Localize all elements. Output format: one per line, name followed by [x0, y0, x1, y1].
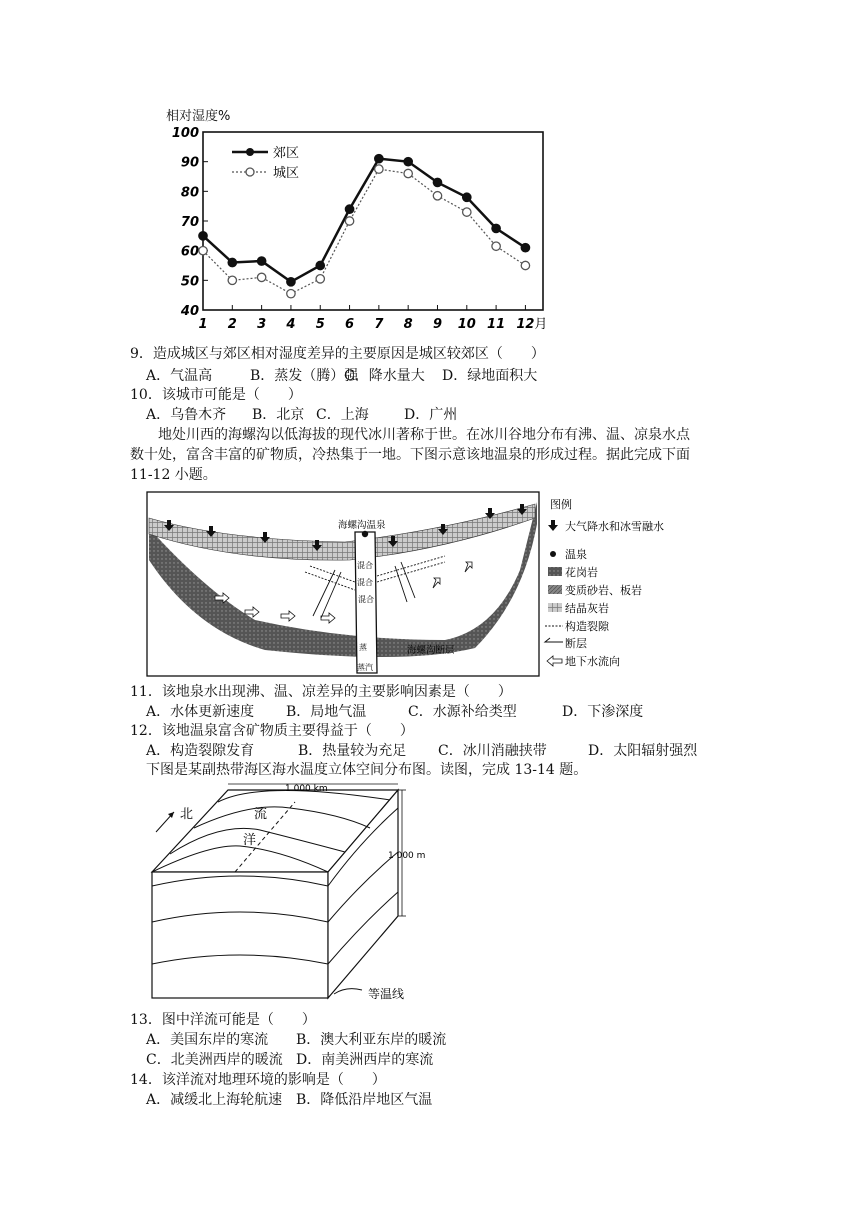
y-tick-label: 100 — [171, 126, 199, 141]
diagram-legend — [545, 497, 664, 668]
data-point-1-11 — [492, 224, 500, 232]
svg-text:构造裂隙: 构造裂隙 — [565, 620, 609, 633]
q13-option-a[interactable]: A．美国东岸的寒流 — [146, 1032, 269, 1048]
ocean-temperature-diagram — [140, 782, 440, 1007]
q9-stem: 9．造成城区与郊区相对湿度差异的主要原因是城区较郊区（ ） — [130, 346, 545, 362]
isotherm-label: 等温线 — [368, 987, 405, 1001]
data-point-1-4 — [287, 278, 295, 286]
fault-label: 海螺沟断层 — [407, 645, 455, 656]
q14-option-a[interactable]: A．减缓北上海轮航速 — [146, 1092, 283, 1108]
x-tick-label: 2 — [227, 317, 237, 332]
hot-spring-icon — [550, 551, 556, 557]
data-point-1-5 — [316, 261, 324, 269]
data-point-1-12 — [521, 244, 529, 252]
x-tick-label: 1 — [198, 317, 208, 332]
q12-option-c[interactable]: C．冰川消融挟带 — [438, 743, 547, 759]
legend-urban: 城区 — [273, 166, 300, 181]
passage1-line1: 地处川西的海螺沟以低海拔的现代冰川著称于世。在冰川谷地分布有沸、温、凉泉水点 — [158, 427, 690, 443]
q10-option-a[interactable]: A．乌鲁木齐 — [146, 407, 227, 423]
x-unit-label: 月 — [534, 317, 548, 332]
isotherm-pointer — [334, 989, 362, 994]
q9-option-c[interactable]: C．降水量大 — [344, 368, 425, 384]
steam-label-1: 蒸 — [359, 643, 367, 652]
data-point-1-9 — [433, 178, 441, 186]
humidity-chart — [160, 100, 580, 340]
legend-suburb: 郊区 — [273, 146, 300, 161]
passage2: 下图是某副热带海区海水温度立体空间分布图。读图，完成 13-14 题。 — [146, 762, 588, 778]
front-face — [152, 872, 328, 998]
x-tick-label: 11 — [487, 317, 506, 332]
data-point-2-9 — [433, 192, 441, 200]
data-point-2-3 — [257, 273, 265, 281]
q12-stem: 12．该地温泉富含矿物质主要得益于（ ） — [130, 723, 414, 739]
current-char-2: 洋 — [243, 833, 257, 848]
data-point-2-8 — [404, 169, 412, 177]
data-point-1-2 — [228, 258, 236, 266]
q12-options — [146, 742, 697, 760]
spring-icon — [362, 531, 368, 537]
data-point-1-10 — [463, 193, 471, 201]
svg-text:花岗岩: 花岗岩 — [565, 566, 598, 579]
data-point-1-3 — [257, 257, 265, 265]
y-tick-label: 40 — [180, 304, 199, 319]
svg-text:地下水流向: 地下水流向 — [565, 655, 620, 668]
data-point-2-10 — [463, 208, 471, 216]
q12-option-a[interactable]: A．构造裂隙发育 — [146, 743, 255, 759]
x-tick-label: 9 — [432, 317, 443, 332]
q9-option-d[interactable]: D．绿地面积大 — [442, 368, 538, 384]
q10-option-d[interactable]: D．广州 — [404, 407, 458, 423]
chart-ylabel: 相对湿度% — [166, 109, 231, 124]
q11-stem: 11．该地泉水出现沸、温、凉差异的主要影响因素是（ ） — [130, 684, 512, 700]
q10-option-b[interactable]: B．北京 — [252, 407, 305, 423]
data-point-2-7 — [375, 165, 383, 173]
q11-option-d[interactable]: D．下渗深度 — [562, 704, 644, 720]
x-tick-label: 8 — [403, 317, 413, 332]
q14-options — [146, 1091, 432, 1109]
data-point-2-5 — [316, 275, 324, 283]
current-char-1: 流 — [254, 807, 268, 822]
width-label: 1 000 km — [285, 784, 328, 794]
y-tick-label: 60 — [180, 244, 199, 260]
q11-option-c[interactable]: C．水源补给类型 — [408, 704, 517, 720]
data-point-1-7 — [375, 155, 383, 163]
svg-text:温泉: 温泉 — [565, 548, 587, 561]
depth-label: 1 000 m — [388, 851, 426, 861]
x-tick-label: 6 — [345, 317, 355, 332]
q12-option-d[interactable]: D．太阳辐射强烈 — [588, 743, 698, 759]
data-point-2-4 — [287, 289, 295, 297]
precipitation-icon — [548, 520, 558, 531]
q10-stem: 10．该城市可能是（ ） — [130, 387, 302, 403]
x-tick-label: 3 — [257, 317, 267, 332]
data-point-2-6 — [345, 217, 353, 225]
q10-options — [146, 406, 457, 424]
data-point-2-11 — [492, 242, 500, 250]
svg-text:大气降水和冰雪融水: 大气降水和冰雪融水 — [565, 520, 664, 533]
mix-label-2: 混合 — [357, 578, 373, 587]
data-point-2-1 — [199, 246, 207, 254]
series-line-2 — [203, 169, 525, 294]
data-point-1-1 — [199, 232, 207, 240]
x-tick-label: 4 — [286, 317, 296, 332]
x-tick-label: 12 — [516, 317, 535, 332]
mix-label-3: 混合 — [358, 595, 374, 604]
q9-option-b[interactable]: B．蒸发（腾）强 — [250, 368, 359, 384]
q13-stem: 13．图中洋流可能是（ ） — [130, 1012, 316, 1028]
q9-option-a[interactable]: A．气温高 — [146, 368, 213, 384]
q13-option-b[interactable]: B．澳大利亚东岸的暖流 — [296, 1032, 447, 1048]
data-point-2-2 — [228, 276, 236, 284]
y-tick-label: 80 — [180, 185, 199, 201]
q14-option-b[interactable]: B．降低沿岸地区气温 — [296, 1092, 433, 1108]
q11-option-b[interactable]: B．局地气温 — [286, 704, 367, 720]
x-tick-label: 10 — [457, 317, 476, 332]
q10-option-c[interactable]: C．上海 — [316, 407, 369, 423]
q14-stem: 14．该洋流对地理环境的影响是（ ） — [130, 1072, 386, 1088]
series-line-1 — [203, 159, 525, 282]
y-tick-label: 50 — [180, 274, 199, 290]
q13-options-1 — [146, 1031, 446, 1049]
spring-label: 海螺沟温泉 — [338, 520, 386, 531]
mix-label-1: 混合 — [357, 561, 373, 570]
x-tick-label: 7 — [374, 317, 384, 332]
q11-options — [146, 703, 643, 721]
q13-option-d[interactable]: D．南美洲西岸的寒流 — [296, 1052, 434, 1068]
y-tick-label: 70 — [180, 215, 199, 230]
data-point-2-12 — [521, 261, 529, 269]
passage1-line3: 11-12 小题。 — [130, 467, 217, 483]
north-label: 北 — [180, 807, 194, 822]
q12-option-b[interactable]: B．热量较为充足 — [298, 743, 407, 759]
chart-legend — [232, 146, 299, 181]
svg-text:变质砂岩、板岩: 变质砂岩、板岩 — [565, 584, 642, 597]
y-tick-label: 90 — [180, 155, 199, 171]
svg-text:结晶灰岩: 结晶灰岩 — [565, 602, 609, 615]
q13-option-c[interactable]: C．北美洲西岸的暖流 — [146, 1052, 283, 1068]
q13-options-2 — [146, 1051, 433, 1069]
data-point-1-8 — [404, 157, 412, 165]
q9-options — [146, 367, 537, 385]
hot-spring-diagram — [145, 490, 735, 680]
passage1-line2: 数十处，富含丰富的矿物质，冷热集于一地。下图示意该地温泉的形成过程。据此完成下面 — [130, 447, 690, 463]
q11-option-a[interactable]: A．水体更新速度 — [146, 704, 255, 720]
plot-frame — [203, 132, 543, 310]
x-tick-label: 5 — [315, 317, 325, 332]
legend-title: 图例 — [550, 498, 572, 511]
svg-text:断层: 断层 — [565, 637, 587, 650]
steam-label-2: 蒸汽 — [357, 663, 373, 672]
data-point-1-6 — [345, 205, 353, 213]
